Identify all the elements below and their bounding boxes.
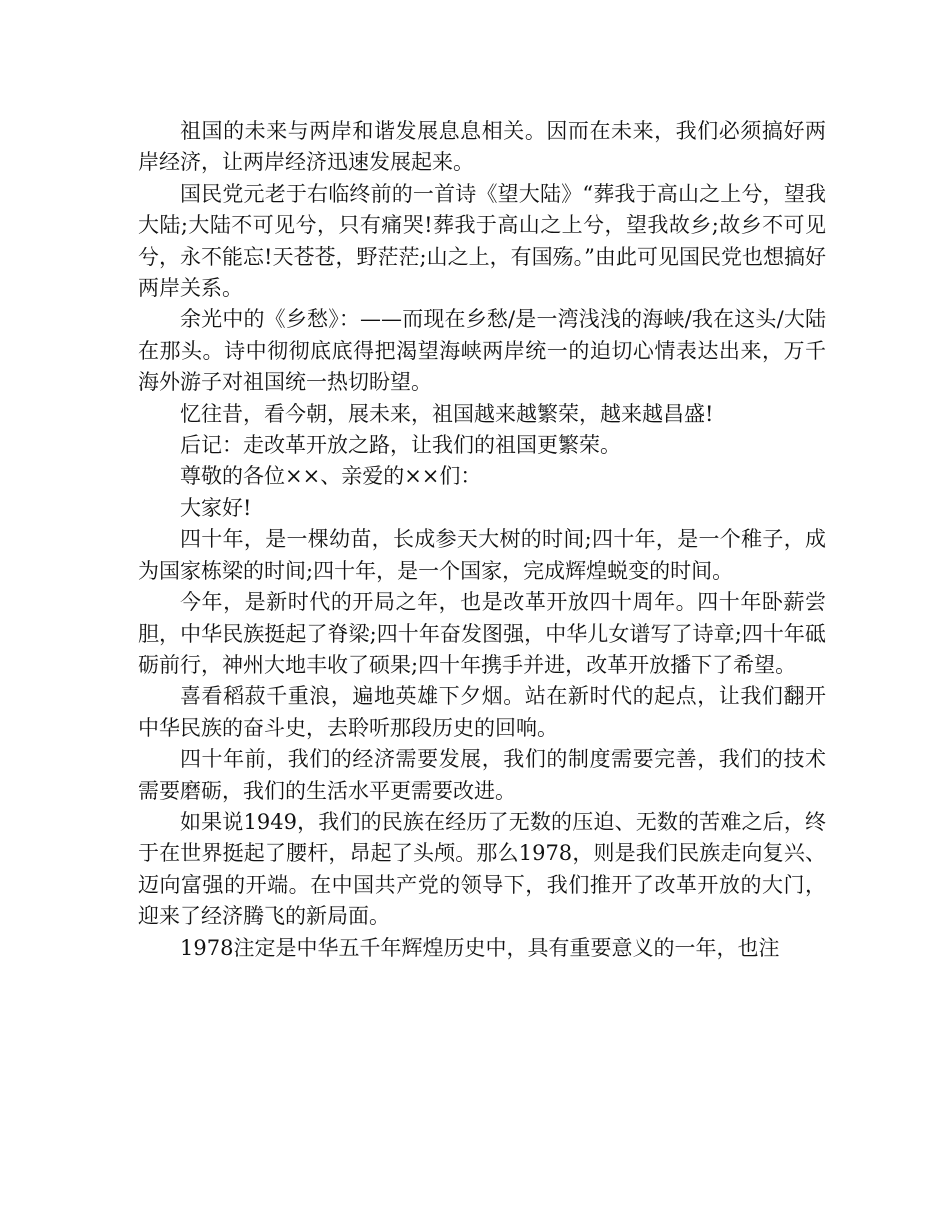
- paragraph-8: 四十年，是一棵幼苗，长成参天大树的时间;四十年，是一个稚子，成为国家栋梁的时间;四十年，是一个国家，完成辉煌蜕变的时间。: [138, 527, 826, 583]
- paragraph-3: 余光中的《乡愁》：——而现在乡愁/是一湾浅浅的海峡/我在这头/大陆在那头。诗中彻彻底底得把渴望海峡两岸统一的迫切心情表达出来，万千海外游子对祖国统一热切盼望。: [138, 307, 826, 395]
- paragraph-6: 尊敬的各位××、亲爱的××们：: [180, 464, 482, 489]
- document-page: [138, 116, 826, 964]
- paragraph-4: 忆往昔，看今朝，展未来，祖国越来越繁荣，越来越昌盛!: [180, 401, 714, 426]
- paragraph-13: 1978注定是中华五千年辉煌历史中，具有重要意义的一年，也注: [180, 935, 780, 960]
- paragraph-12: 如果说1949，我们的民族在经历了无数的压迫、无数的苦难之后，终于在世界挺起了腰杆，昂起了头颅。那么1978，则是我们民族走向复兴、迈向富强的开端。在中国共产党的领导下，我们推开了改革开放的大门，迎来了经济腾飞的新局面。: [138, 809, 826, 929]
- paragraph-1: 祖国的未来与两岸和谐发展息息相关。因而在未来，我们必须搞好两岸经济，让两岸经济迅速发展起来。: [138, 119, 826, 175]
- paragraph-7: 大家好!: [180, 495, 252, 520]
- paragraph-9: 今年，是新时代的开局之年，也是改革开放四十周年。四十年卧薪尝胆，中华民族挺起了脊梁;四十年奋发图强，中华儿女谱写了诗章;四十年砥砺前行，神州大地丰收了硕果;四十年携手并进，改革开放播下了希望。: [138, 590, 826, 677]
- paragraph-11: 四十年前，我们的经济需要发展，我们的制度需要完善，我们的技术需要磨砺，我们的生活水平更需要改进。: [138, 747, 826, 803]
- paragraph-5: 后记：走改革开放之路，让我们的祖国更繁荣。: [180, 433, 621, 458]
- paragraph-10: 喜看稻菽千重浪，遍地英雄下夕烟。站在新时代的起点，让我们翻开中华民族的奋斗史，去聆听那段历史的回响。: [138, 684, 826, 740]
- paragraph-2: 国民党元老于右临终前的一首诗《望大陆》“葬我于高山之上兮，望我大陆;大陆不可见兮，只有痛哭!葬我于高山之上兮，望我故乡;故乡不可见兮，永不能忘!天苍苍，野茫茫;山之上，有国殇。”由此可见国民党也想搞好两岸关系。: [138, 181, 826, 301]
